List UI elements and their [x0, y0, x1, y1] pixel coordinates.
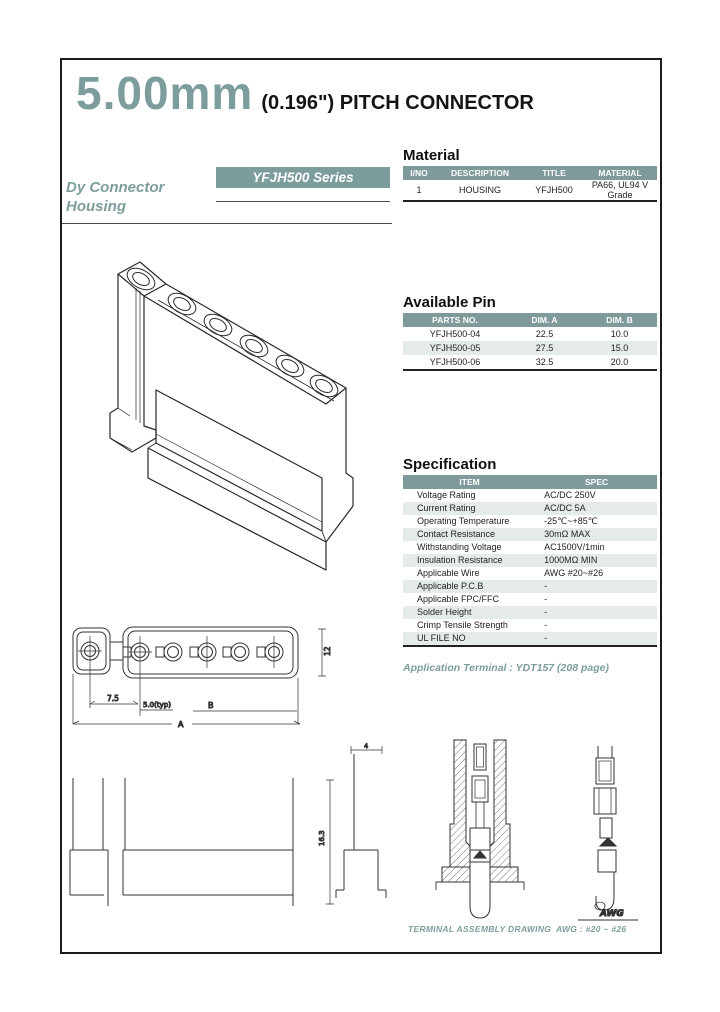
material-header-row — [403, 166, 657, 180]
pitch-size-title: 5.00mm — [76, 67, 254, 119]
spec-value: 1000MΩ MIN — [544, 555, 598, 565]
pin-col-dim-b: DIM. B — [582, 313, 657, 327]
available-pin-heading: Available Pin — [403, 294, 496, 311]
footer-awg-range: AWG : #20 ~ #26 — [556, 924, 627, 934]
pin-col-dim-a: DIM. A — [507, 313, 582, 327]
table-row — [403, 619, 657, 632]
material-col-ino: I/NO — [403, 166, 435, 180]
table-row — [403, 541, 657, 554]
material-heading: Material — [403, 147, 460, 164]
dim-label-12: 12 — [323, 646, 332, 656]
spec-col-item: ITEM — [403, 475, 536, 489]
top-view-drawing — [60, 616, 352, 740]
pin-col-parts-no: PARTS NO. — [403, 313, 507, 327]
table-row — [403, 327, 657, 341]
pin-cell: 20.0 — [610, 357, 629, 367]
spec-value: -25℃~+85℃ — [544, 516, 598, 526]
table-row — [403, 580, 657, 593]
material-cell-description: HOUSING — [458, 185, 501, 195]
product-name — [66, 178, 164, 216]
specification-heading: Specification — [403, 456, 497, 473]
table-row — [403, 180, 657, 201]
spec-value: - — [544, 607, 548, 617]
table-row — [403, 528, 657, 541]
material-col-description: DESCRIPTION — [435, 166, 525, 180]
spec-value: - — [544, 581, 548, 591]
spec-value: AWG #20~#26 — [544, 568, 604, 578]
spec-item: Applicable Wire — [417, 568, 480, 578]
isometric-housing-drawing — [78, 238, 394, 568]
pin-cell: YFJH500-05 — [429, 343, 481, 353]
dim-label-a: A — [178, 720, 184, 729]
spec-value: - — [544, 633, 548, 643]
spec-item: Applicable FPC/FFC — [417, 594, 500, 604]
product-name-line2: Housing — [66, 198, 126, 215]
table-row — [403, 593, 657, 606]
spec-item: Current Rating — [417, 503, 476, 513]
pin-header-row — [403, 313, 657, 327]
material-col-material: MATERIAL — [583, 166, 657, 180]
spec-header-row — [403, 475, 657, 489]
series-banner: YFJH500 Series — [216, 167, 390, 188]
material-cell-material: PA66, UL94 V Grade — [591, 180, 649, 200]
spec-item: UL FILE NO — [417, 633, 466, 643]
table-row — [403, 554, 657, 567]
table-row — [403, 632, 657, 646]
dim-label-16-3: 16.3 — [318, 830, 326, 846]
spec-item: Contact Resistance — [417, 529, 496, 539]
material-table — [403, 166, 657, 202]
available-pin-table — [403, 313, 657, 371]
dim-label-5-0-typ: 5.0(typ) — [143, 701, 171, 709]
spec-value: - — [544, 594, 548, 604]
specification-table — [403, 475, 657, 647]
material-cell-title: YFJH500 — [535, 185, 573, 195]
spec-value: AC/DC 5A — [544, 503, 586, 513]
product-name-line1: Dy Connector — [66, 179, 165, 196]
dim-label-b: B — [208, 701, 214, 710]
dim-label-7-5: 7.5 — [107, 694, 119, 703]
pin-cell: 32.5 — [535, 357, 554, 367]
spec-item: Crimp Tensile Strength — [417, 620, 508, 630]
spec-item: Withstanding Voltage — [417, 542, 502, 552]
left-header-divider — [62, 223, 392, 224]
table-row — [403, 567, 657, 580]
table-row — [403, 489, 657, 502]
pin-cell: 27.5 — [535, 343, 554, 353]
spec-item: Insulation Resistance — [417, 555, 503, 565]
section-view-drawing — [428, 732, 538, 932]
material-cell-ino: 1 — [416, 185, 422, 195]
spec-item: Operating Temperature — [417, 516, 510, 526]
pitch-connector-title: (0.196") PITCH CONNECTOR — [261, 92, 534, 114]
terminal-drawing — [566, 746, 656, 924]
spec-value: AC1500V/1min — [544, 542, 605, 552]
spec-value: 30mΩ MAX — [544, 529, 591, 539]
awg-label: AWG — [600, 909, 624, 919]
footer-drawing-title: TERMINAL ASSEMBLY DRAWING — [408, 924, 552, 934]
spec-item: Applicable P.C.B — [417, 581, 484, 591]
pin-cell: 10.0 — [610, 329, 629, 339]
pin-cell: YFJH500-06 — [429, 357, 481, 367]
table-row — [403, 341, 657, 355]
spec-value: AC/DC 250V — [544, 490, 596, 500]
pin-cell: YFJH500-04 — [429, 329, 481, 339]
dim-label-4: 4 — [364, 742, 369, 750]
series-underline — [216, 201, 390, 202]
application-terminal-note: Application Terminal : YDT157 (208 page) — [403, 662, 609, 674]
page-title — [76, 66, 534, 120]
pin-cell: 15.0 — [610, 343, 629, 353]
table-row — [403, 606, 657, 619]
spec-col-spec: SPEC — [536, 475, 657, 489]
pin-cell: 22.5 — [535, 329, 554, 339]
table-row — [403, 502, 657, 515]
material-col-title: TITLE — [525, 166, 583, 180]
spec-item: Voltage Rating — [417, 490, 476, 500]
table-row — [403, 355, 657, 370]
spec-item: Solder Height — [417, 607, 472, 617]
table-row — [403, 515, 657, 528]
front-view-drawing — [58, 740, 388, 930]
spec-value: - — [544, 620, 548, 630]
